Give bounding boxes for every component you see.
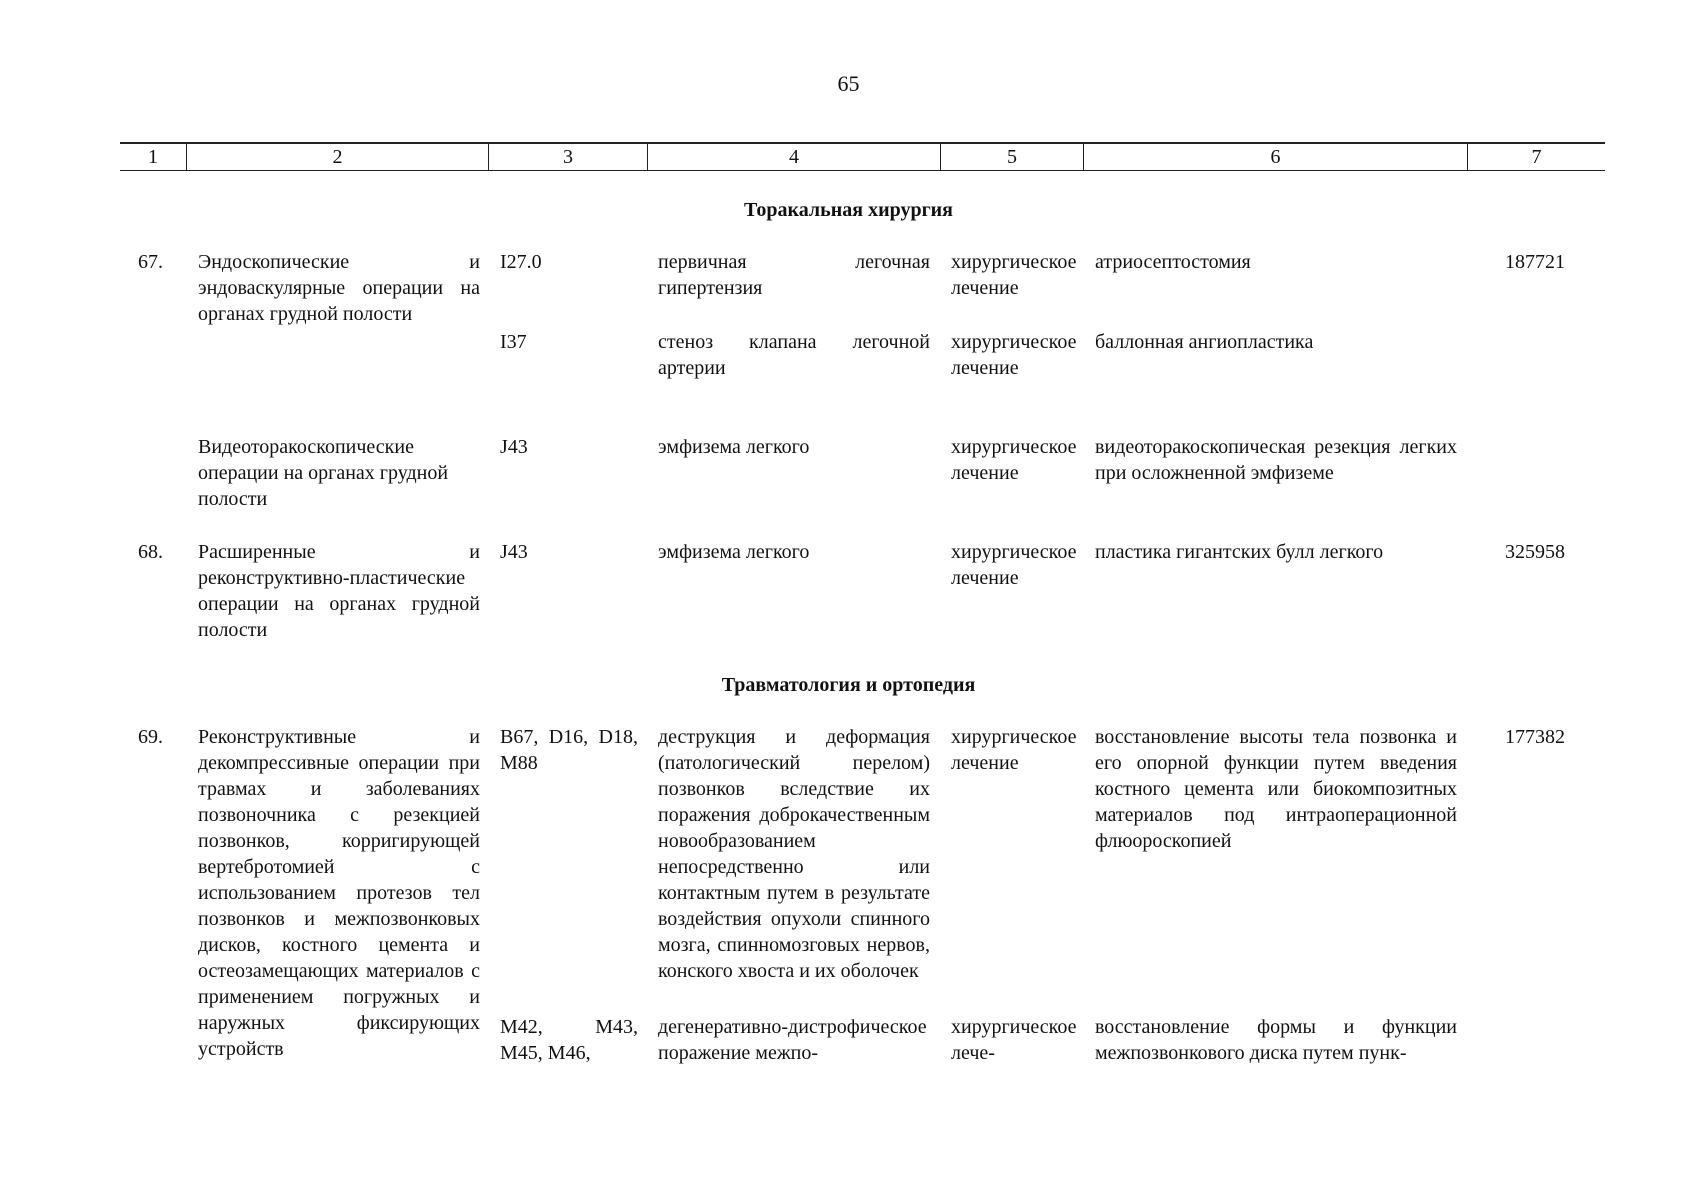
- diagnosis: первичная легочная гипертензия: [658, 251, 930, 299]
- icd-code: J43: [500, 541, 528, 563]
- treatment-type: хирургическое лечение: [951, 541, 1077, 589]
- icd-code: I27.0: [500, 251, 542, 273]
- section-title-thoracic: Торакальная хирургия: [743, 199, 954, 221]
- treatment-method: пластика гигантских булл легкого: [1095, 541, 1384, 563]
- treatment-method: восстановление формы и функции межпозвонкового диска путем пунк-: [1095, 1016, 1457, 1064]
- icd-code: M42, M43, M45, M46,: [500, 1016, 638, 1064]
- table-header-row: [120, 142, 1605, 171]
- header-col-6: 6: [1084, 144, 1468, 170]
- page-number: 65: [837, 71, 860, 96]
- method-group: Видеоторакоскопические операции на органах грудной полости: [198, 436, 449, 510]
- icd-code: B67, D16, D18, M88: [500, 726, 638, 774]
- header-col-7: 7: [1531, 146, 1542, 168]
- treatment-method: видеоторакоскопическая резекция легких при осложненной эмфиземе: [1095, 436, 1457, 484]
- treatment-type: хирургическое лечение: [951, 331, 1077, 379]
- diagnosis: эмфизема легкого: [658, 541, 810, 563]
- row-number: 69.: [138, 726, 163, 748]
- cost: 177382: [1505, 726, 1565, 748]
- treatment-type: хирургическое лечение: [951, 726, 1077, 774]
- header-col-2: 2: [187, 144, 489, 170]
- cost: 187721: [1505, 251, 1565, 273]
- treatment-type: хирургическое лече-: [951, 1016, 1077, 1064]
- diagnosis: стеноз клапана легочной артерии: [658, 331, 930, 379]
- header-col-4: 4: [648, 144, 941, 170]
- row-number: 68.: [138, 541, 163, 563]
- header-col-5: 5: [941, 144, 1084, 170]
- header-col-3: 3: [489, 144, 648, 170]
- row-number: 67.: [138, 251, 163, 273]
- section-title-trauma: Травматология и ортопедия: [721, 674, 976, 696]
- treatment-method: баллонная ангиопластика: [1095, 331, 1314, 353]
- treatment-method: атриосептостомия: [1095, 251, 1251, 273]
- diagnosis: дегенеративно-дистрофическое поражение межпо-: [658, 1016, 927, 1064]
- diagnosis: эмфизема легкого: [658, 436, 810, 458]
- header-col-1: 1: [120, 144, 187, 170]
- diagnosis: деструкция и деформация (патологический перелом) позвонков вследствие их поражения доброкачественным новообразованием непосредственно или контактным путем в результате воздействия опухоли спинного мозга, спинномозговых нервов, конского хвоста и их оболочек: [658, 726, 930, 982]
- treatment-type: хирургическое лечение: [951, 251, 1077, 299]
- method-group: Расширенные и реконструктивно-пластические операции на органах грудной полости: [198, 541, 480, 641]
- treatment-type: хирургическое лечение: [951, 436, 1077, 484]
- treatment-method: восстановление высоты тела позвонка и его опорной функции путем введения костного цемента или биокомпозитных материалов под интраоперационной флюороскопией: [1095, 726, 1457, 852]
- icd-code: J43: [500, 436, 528, 458]
- cost: 325958: [1505, 541, 1565, 563]
- method-group: Реконструктивные и декомпрессивные операции при травмах и заболеваниях позвоночника с резекцией позвонков, корригирующей вертебротомией с использованием протезов тел позвонков и межпозвонковых дисков, костного цемента и остеозамещающих материалов с применением погружных и наружных фиксирующих устройств: [198, 726, 480, 1060]
- icd-code: I37: [500, 331, 527, 353]
- method-group: Эндоскопические и эндоваскулярные операции на органах грудной полости: [198, 251, 480, 325]
